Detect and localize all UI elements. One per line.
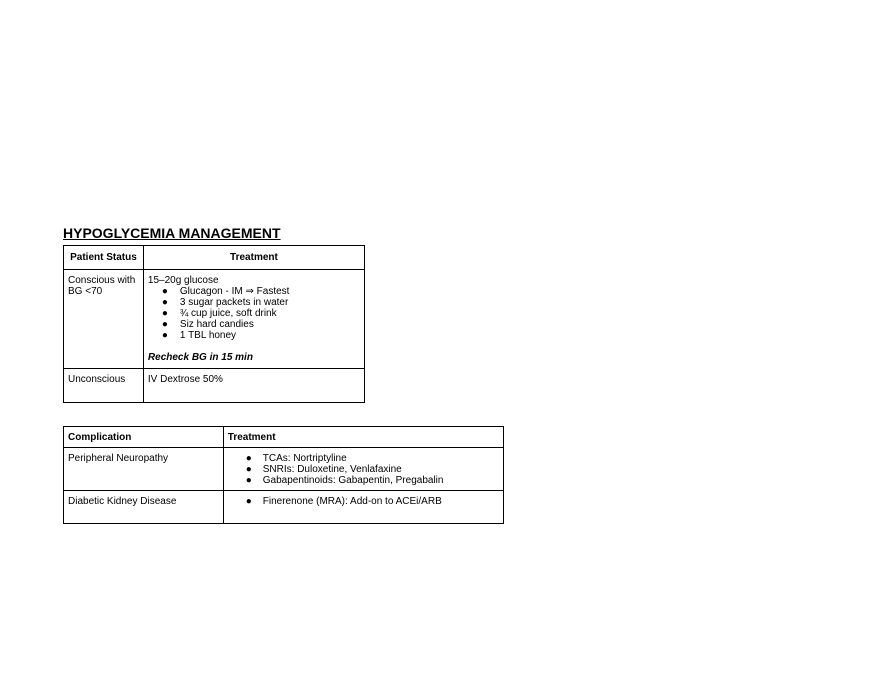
complication-table xyxy=(63,426,504,524)
recheck-note: Recheck BG in 15 min xyxy=(147,352,253,363)
list-item: ● SNRIs: Duloxetine, Venlafaxine xyxy=(245,464,402,475)
list-item: ● Finerenone (MRA): Add-on to ACEi/ARB xyxy=(245,496,442,507)
list-item: ● Glucagon - IM ⇒ Fastest xyxy=(161,286,290,297)
page-title: HYPOGLYCEMIA MANAGEMENT xyxy=(63,225,281,241)
treatment-list xyxy=(228,453,499,486)
list-item: ● Siz hard candies xyxy=(161,319,254,330)
column-header-patient-status: Patient Status xyxy=(64,246,144,270)
bullet-icon: ● xyxy=(161,308,168,319)
treatment-list xyxy=(228,496,499,507)
complication-text: Peripheral Neuropathy xyxy=(68,453,169,464)
complication-cell xyxy=(64,448,224,491)
status-cell xyxy=(64,270,144,369)
treatment-cell xyxy=(143,369,364,403)
column-header-treatment: Treatment xyxy=(223,427,503,448)
column-header-treatment: Treatment xyxy=(143,246,364,270)
hypoglycemia-table xyxy=(63,245,365,403)
bullet-icon: ● xyxy=(161,297,168,308)
treatment-intro: 15–20g glucose xyxy=(147,275,219,286)
treatment-list xyxy=(148,286,360,341)
table-row xyxy=(64,491,504,524)
list-item: ● 1 TBL honey xyxy=(161,330,237,341)
bullet-icon: ● xyxy=(245,475,252,486)
bullet-icon: ● xyxy=(245,453,252,464)
bullet-icon: ● xyxy=(161,330,168,341)
complication-cell xyxy=(64,491,224,524)
table-row xyxy=(64,448,504,491)
column-header-complication: Complication xyxy=(64,427,224,448)
list-item: ● ¾ cup juice, soft drink xyxy=(161,308,277,319)
status-text: Conscious with BG <70 xyxy=(68,275,136,297)
list-item: ● 3 sugar packets in water xyxy=(161,297,289,308)
table-row xyxy=(64,270,365,369)
list-item: ● Gabapentinoids: Gabapentin, Pregabalin xyxy=(245,475,444,486)
treatment-cell xyxy=(143,270,364,369)
table-header-row xyxy=(64,246,365,270)
bullet-icon: ● xyxy=(161,286,168,297)
bullet-icon: ● xyxy=(245,496,252,507)
table-row xyxy=(64,369,365,403)
status-cell xyxy=(64,369,144,403)
bullet-icon: ● xyxy=(161,319,168,330)
treatment-cell xyxy=(223,491,503,524)
list-item: ● TCAs: Nortriptyline xyxy=(245,453,347,464)
complication-text: Diabetic Kidney Disease xyxy=(68,496,177,507)
treatment-intro: IV Dextrose 50% xyxy=(147,374,223,385)
status-text: Unconscious xyxy=(68,374,126,385)
table-header-row xyxy=(64,427,504,448)
bullet-icon: ● xyxy=(245,464,252,475)
treatment-cell xyxy=(223,448,503,491)
